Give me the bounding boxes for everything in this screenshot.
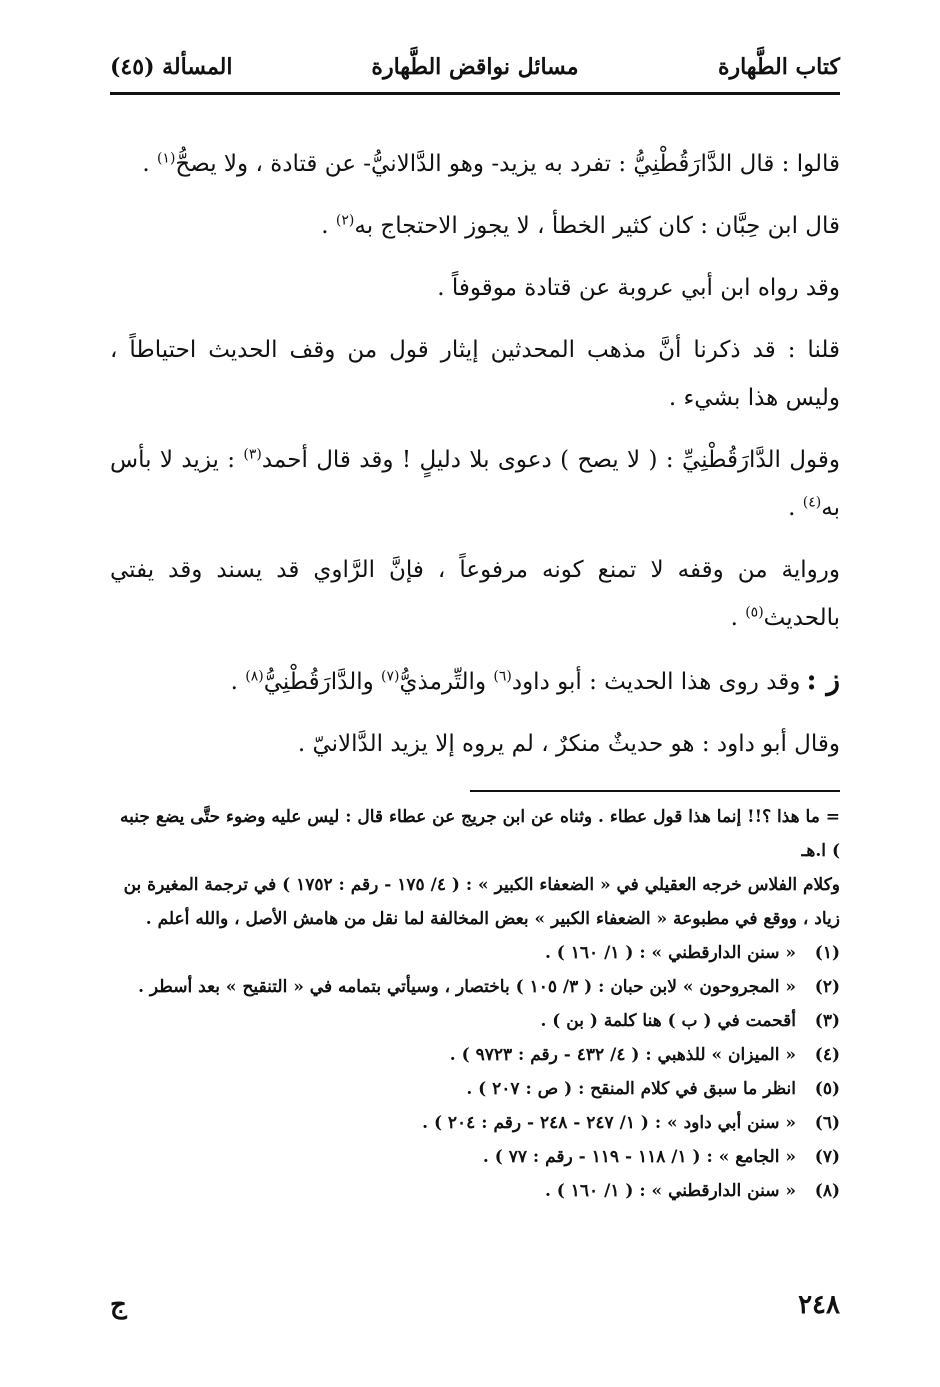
footnote-text: « سنن الدارقطني » : ( ١/ ١٦٠ ) . bbox=[544, 943, 796, 963]
footnote-text: « سنن أبي داود » : ( ١/ ٢٤٧ - ٢٤٨ - رقم : ٢٠٤ ) . bbox=[422, 1113, 796, 1133]
footnote-number: (٦) bbox=[814, 1113, 840, 1133]
paragraph: ورواية من وقفه لا تمنع كونه مرفوعاً ، فإنَّ الرَّاوي قد يسند وقد يفتي بالحديث$^{(٥)}$ . bbox=[110, 557, 840, 631]
footnote-number: (١) bbox=[814, 943, 840, 963]
paragraph: وقال أبو داود : هو حديثٌ منكرٌ ، لم يروه إلا يزيد الدَّالانيّ . bbox=[297, 731, 840, 757]
zay-marker: ز : bbox=[806, 663, 840, 696]
footnote-number: (٨) bbox=[814, 1181, 840, 1201]
paragraph: قال ابن حِبَّان : كان كثير الخطأ ، لا يجوز الاحتجاج به$^{(٢)}$ . bbox=[321, 212, 840, 239]
running-header bbox=[110, 46, 840, 90]
footnote-rule bbox=[470, 790, 840, 792]
footnote-text: « سنن الدارقطني » : ( ١/ ١٦٠ ) . bbox=[544, 1181, 796, 1201]
footnote-text: انظر ما سبق في كلام المنقح : ( ص : ٢٠٧ ) . bbox=[466, 1079, 796, 1099]
footnote-continuation: وكلام الفلاس خرجه العقيلي في « الضعفاء الكبير » : ( ٤/ ١٧٥ - رقم : ١٧٥٢ ) في ترجمة المغيرة بن زياد ، ووقع في مطبوعة « الضعفاء الكبير » بعض المخالفة لما نقل من هامش الأصل ، والله أعلم . bbox=[123, 875, 840, 929]
header-rule bbox=[110, 92, 840, 95]
header-issue-number: المسألة (٤٥) bbox=[110, 54, 233, 80]
footnote-ref: (١) bbox=[156, 150, 176, 167]
footnote bbox=[110, 1038, 840, 1072]
footnote bbox=[110, 1072, 840, 1106]
footnote-ref: (٦) bbox=[493, 668, 512, 685]
footnote bbox=[110, 1174, 840, 1208]
footnotes bbox=[110, 800, 840, 1208]
volume-signature: ج bbox=[110, 1290, 127, 1320]
footnote-text: « المجروحون » لابن حبان : ( ٣/ ١٠٥ ) باختصار ، وسيأتي بتمامه في « التنقيح » بعد أسطر . bbox=[138, 977, 796, 997]
footnote-ref: (٧) bbox=[381, 668, 400, 685]
footnote-text: « الميزان » للذهبي : ( ٤/ ٤٣٢ - رقم : ٩٧٢٣ ) . bbox=[449, 1045, 796, 1065]
footnote bbox=[110, 970, 840, 1004]
paragraph: ز :وقد روى هذا الحديث : أبو داود$^{(٦)}$ والتِّرمذيُّ$^{(٧)}$ والدَّارَقُطْنِيُّ$^{(٨)}$ . bbox=[230, 663, 840, 696]
footnote bbox=[110, 1106, 840, 1140]
paragraph: قالوا : قال الدَّارَقُطْنِيُّ : تفرد به يزيد- وهو الدَّالانيُّ- عن قتادة ، ولا يصحُّ$^{(١)}$ . bbox=[142, 150, 840, 177]
header-chapter-title: مسائل نواقض الطَّهارة bbox=[371, 54, 579, 80]
footnote bbox=[110, 1140, 840, 1174]
footnote-continuation: = ما هذا ؟!! إنما هذا قول عطاء . وثناه عن ابن جريج عن عطاء قال : ليس عليه وضوء حتَّى يضع جنبه ) ا.هـ bbox=[120, 807, 840, 861]
footnote bbox=[110, 936, 840, 970]
footnote-number: (٥) bbox=[814, 1079, 840, 1099]
footnote-text: « الجامع » : ( ١/ ١١٨ - ١١٩ - رقم : ٧٧ ) . bbox=[482, 1147, 796, 1167]
page-number: ٢٤٨ bbox=[798, 1290, 840, 1320]
footnote bbox=[110, 1004, 840, 1038]
footnote-text: أقحمت في ( ب ) هنا كلمة ( بن ) . bbox=[540, 1011, 796, 1031]
footnote-ref: (٤) bbox=[802, 494, 822, 511]
footnote-number: (٢) bbox=[814, 977, 840, 997]
paragraph: وقد رواه ابن أبي عروبة عن قتادة موقوفاً . bbox=[437, 275, 840, 301]
paragraph: قلنا : قد ذكرنا أنَّ مذهب المحدثين إيثار قول من وقف الحديث احتياطاً ، وليس هذا بشيء . bbox=[110, 337, 840, 411]
header-book-title: كتاب الطَّهارة bbox=[717, 54, 840, 80]
page-footer bbox=[110, 1290, 840, 1330]
footnote-number: (٤) bbox=[814, 1045, 840, 1065]
paragraph: وقول الدَّارَقُطْنِيِّ : ( لا يصح ) دعوى بلا دليلٍ ! وقد قال أحمد$^{(٣)}$ : يزيد لا بأس به$^{(٤)}$ . bbox=[110, 446, 840, 521]
footnote-ref: (٢) bbox=[335, 212, 355, 229]
footnote-number: (٣) bbox=[814, 1011, 840, 1031]
footnote-ref: (٥) bbox=[745, 604, 764, 621]
footnote-ref: (٨) bbox=[245, 668, 264, 685]
footnote-ref: (٣) bbox=[243, 446, 262, 463]
footnote-number: (٧) bbox=[814, 1147, 840, 1167]
main-text bbox=[110, 140, 840, 782]
